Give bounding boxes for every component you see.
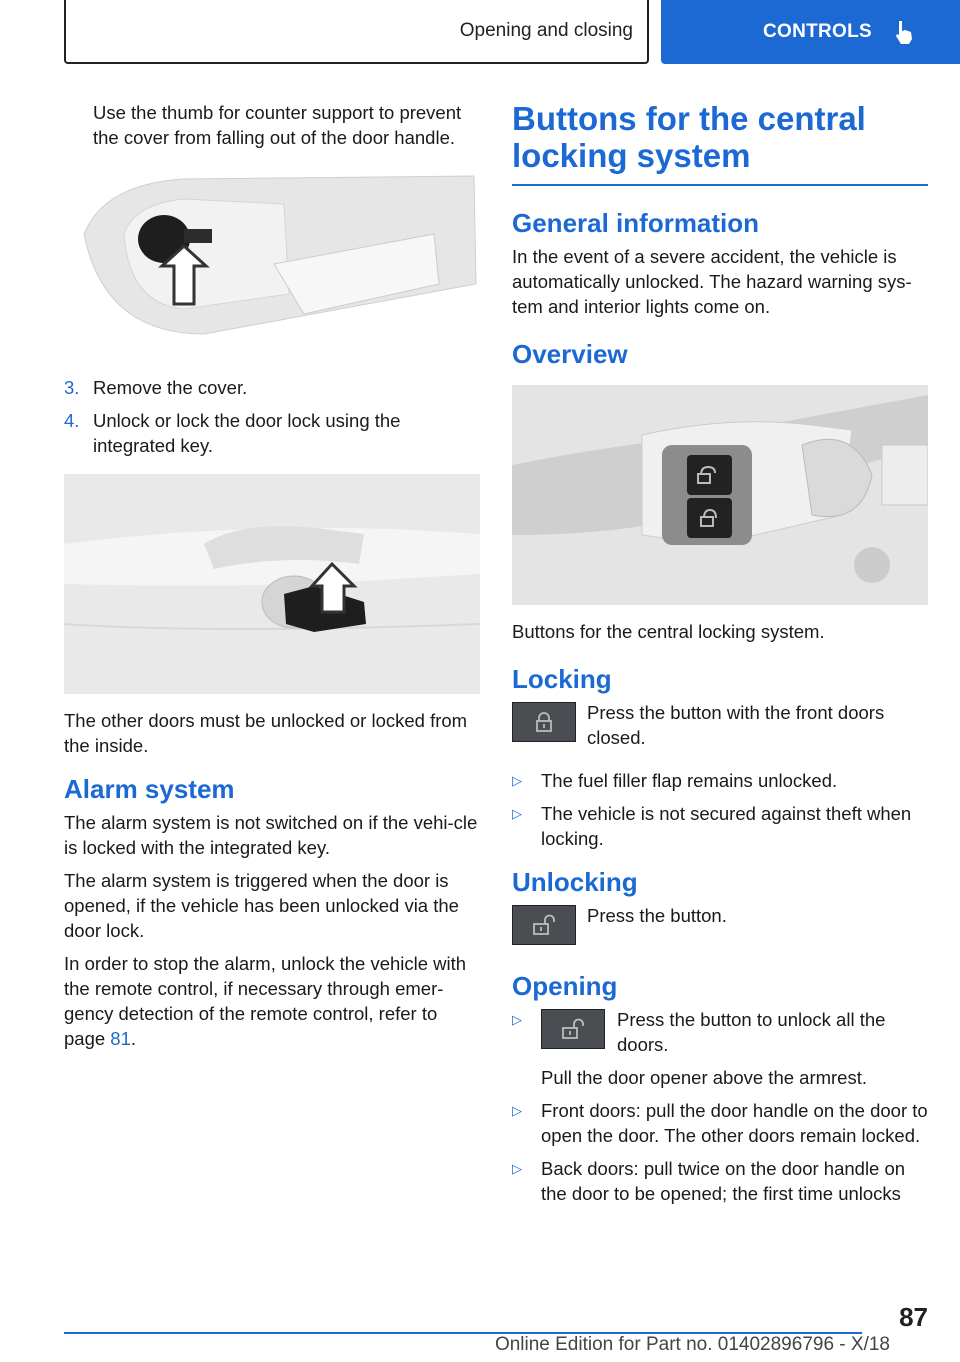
overview-heading: Overview (512, 339, 628, 369)
door-handle-cover-figure (64, 174, 480, 339)
opening-bullets-more (512, 1098, 928, 1206)
unlock-button-row (512, 903, 928, 945)
step-number: 3. (64, 377, 80, 398)
alarm-text-3 (64, 951, 480, 1051)
step-text: Remove the cover. (93, 377, 248, 398)
opening-sub-wrap (512, 1065, 928, 1090)
bullet-text: Back doors: pull twice on the door handle on the door to be opened; the first time unlocks (541, 1158, 906, 1204)
opening-heading: Opening (512, 971, 618, 1001)
overview-caption: Buttons for the central locking system. (512, 621, 825, 642)
alarm-text-3-body: In order to stop the alarm, unlock the vehicle with the remote control, if necessary through emer-gency detection of the remote control, refer to page (64, 953, 467, 1049)
door-key-figure (64, 474, 480, 694)
unlocking-heading: Unlocking (512, 867, 638, 897)
header-chapter[interactable] (661, 0, 960, 64)
left-column (64, 100, 480, 1059)
locking-bullets (512, 768, 928, 851)
list-item (512, 1098, 928, 1148)
locking-buttons-illustration (512, 385, 928, 605)
locking-heading: Locking (512, 664, 612, 694)
unlocking-text: Press the button. (587, 905, 727, 926)
page-title: Buttons for the central locking system (512, 100, 928, 186)
triangle-bullet-icon: ▷ (512, 1161, 522, 1176)
alarm-text-2: The alarm system is triggered when the door is opened, if the vehicle has been unlocked via the door lock. (64, 870, 459, 941)
triangle-bullet-icon: ▷ (512, 773, 522, 788)
chapter-title: CONTROLS (763, 21, 873, 42)
bullet-text: Press the button to unlock all the doors. (617, 1009, 886, 1055)
door-key-illustration (64, 474, 480, 694)
bullet-text: The fuel filler flap remains unlocked. (541, 770, 838, 791)
step-item (64, 375, 480, 400)
step-item (64, 408, 480, 458)
bullet-text: The vehicle is not secured against theft when locking. (541, 803, 912, 849)
opening-bullets (512, 1007, 928, 1057)
lock-button-row (512, 700, 928, 750)
section-title: Opening and closing (459, 20, 633, 41)
triangle-bullet-icon: ▷ (512, 806, 522, 821)
steps-list (64, 375, 480, 458)
right-column (512, 100, 928, 1214)
general-text: In the event of a severe accident, the vehicle is automatically unlocked. The hazard warning sys-tem and interior lights come on. (512, 246, 912, 317)
alarm-text-1: The alarm system is not switched on if the vehi-cle is locked with the integrated key. (64, 812, 478, 858)
locking-text: Press the button with the front doors closed. (587, 702, 885, 748)
triangle-bullet-icon: ▷ (512, 1103, 522, 1118)
unlock-button-image (512, 905, 576, 945)
other-doors-text: The other doors must be unlocked or locked from the inside. (64, 710, 468, 756)
door-handle-cover-illustration (64, 174, 480, 339)
lock-icon (533, 711, 555, 733)
list-item (512, 1156, 928, 1206)
lock-button-image (512, 702, 576, 742)
step-number: 4. (64, 410, 80, 431)
alarm-text-3-end: . (130, 1028, 137, 1049)
unlock-icon (531, 914, 557, 936)
general-heading: General information (512, 208, 760, 238)
header-section (64, 0, 649, 64)
bullet-text: Front doors: pull the door handle on the door to open the door. The other doors remain locked. (541, 1100, 928, 1146)
unlock-icon (560, 1018, 586, 1040)
list-item (512, 801, 928, 851)
page-number: 87 (899, 1302, 928, 1332)
page-ref-link[interactable]: 81 (110, 1028, 131, 1049)
intro-text: Use the thumb for counter support to prevent the cover from falling out of the door handle. (93, 102, 462, 148)
footer-edition: Online Edition for Part no. 01402896796 - X/18 (494, 1334, 890, 1355)
step-text: Unlock or lock the door lock using the integrated key. (93, 410, 401, 456)
locking-buttons-figure (512, 385, 928, 605)
alarm-heading: Alarm system (64, 774, 235, 804)
hand-pointer-icon (894, 19, 914, 45)
triangle-bullet-icon: ▷ (512, 1012, 522, 1027)
unlock-button-image (541, 1009, 605, 1049)
list-item (512, 768, 928, 793)
list-item (512, 1007, 928, 1057)
bullet-subtext: Pull the door opener above the armrest. (541, 1067, 867, 1088)
